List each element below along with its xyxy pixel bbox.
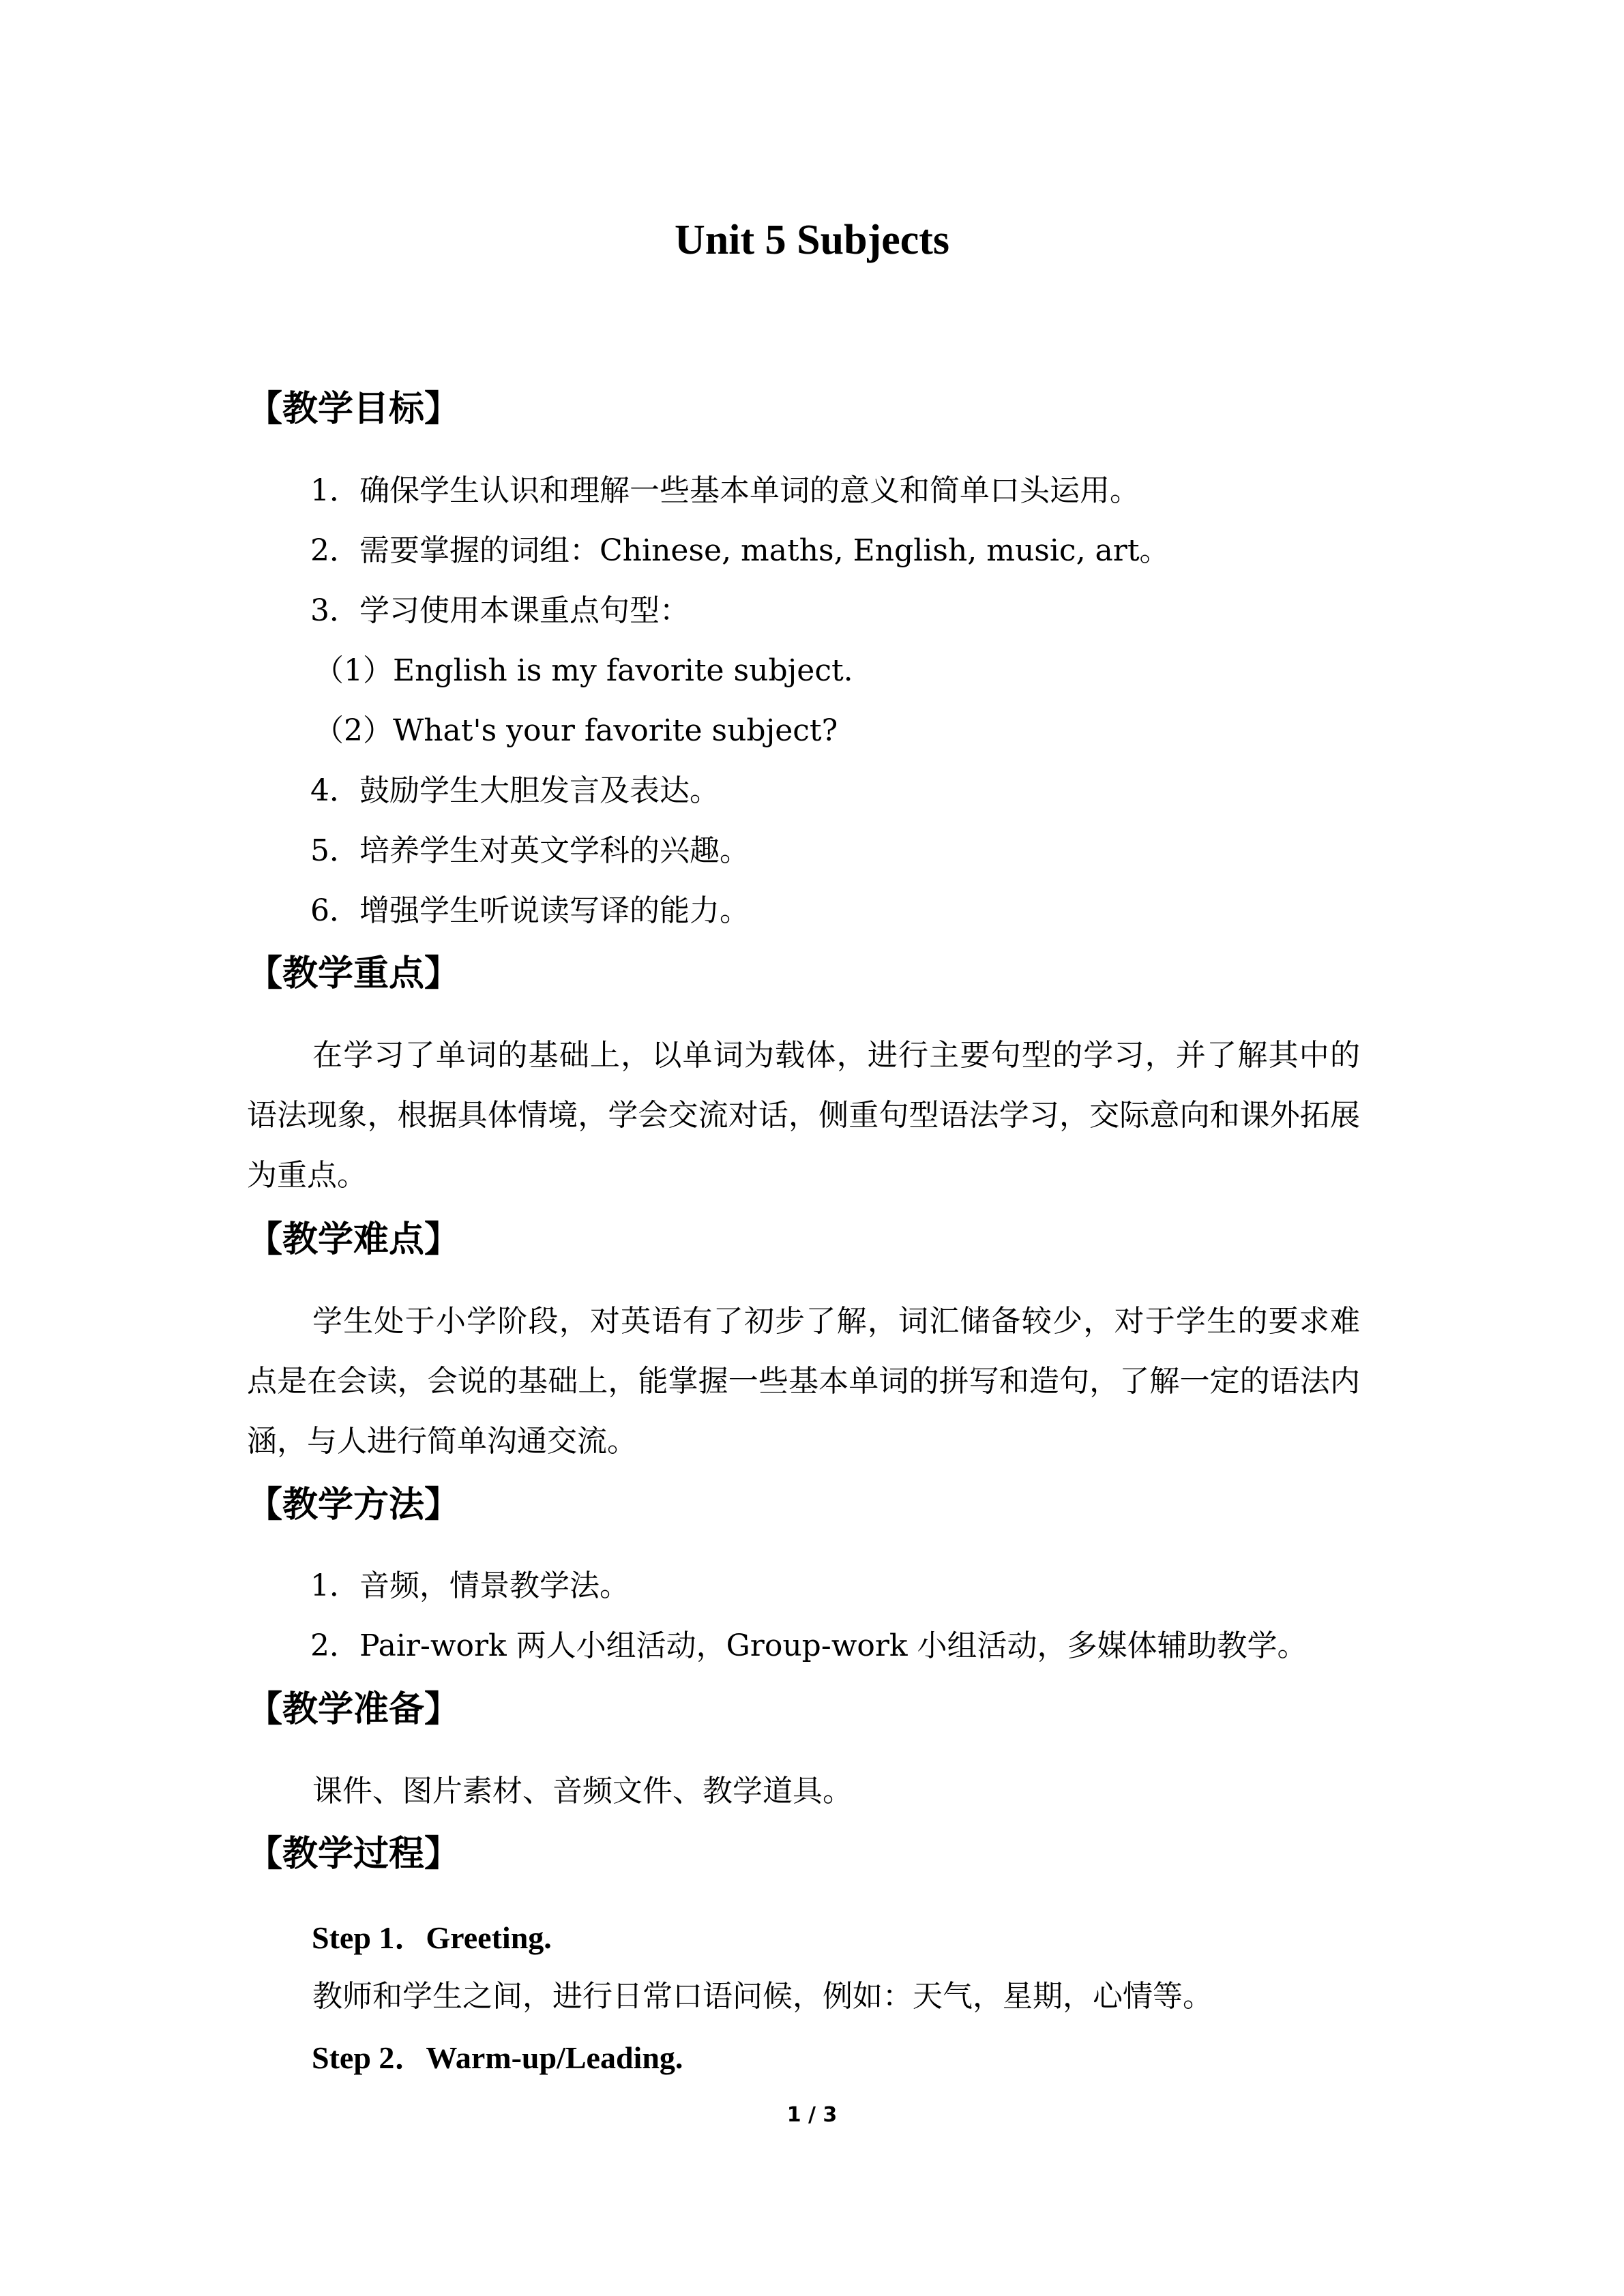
page-number: 1 / 3 (786, 2103, 838, 2127)
objective-item: 5．培养学生对英文学科的兴趣。 (310, 833, 750, 868)
section-heading-preparation: 【教学准备】 (247, 1689, 460, 1730)
preparation-text: 课件、图片素材、音频文件、教学道具。 (312, 1774, 853, 1808)
step-2-title: Step 2．Warm-up/Leading. (312, 2040, 683, 2075)
objective-item: 6．增强学生听说读写译的能力。 (310, 893, 750, 928)
objective-item: 3．学习使用本课重点句型： (310, 593, 690, 628)
objective-item: 4．鼓励学生大胆发言及表达。 (310, 773, 720, 808)
step-1-title: Step 1．Greeting. (312, 1920, 552, 1955)
section-heading-process: 【教学过程】 (247, 1834, 460, 1875)
method-item: 1．音频，情景教学法。 (310, 1568, 630, 1603)
key-points-paragraph: 在学习了单词的基础上，以单词为载体，进行主要句型的学习，并了解其中的语法现象，根据具体情境，学会交流对话，侧重句型语法学习，交际意向和课外拓展为重点。 (247, 1038, 1360, 1193)
objective-item: 1．确保学生认识和理解一些基本单词的意义和简单口头运用。 (310, 473, 1140, 508)
objective-sentence: （1）English is my favorite subject. (314, 653, 853, 688)
section-heading-methods: 【教学方法】 (247, 1485, 460, 1525)
section-heading-objectives: 【教学目标】 (247, 389, 460, 430)
section-heading-key-points: 【教学重点】 (247, 953, 460, 994)
objective-item: 2．需要掌握的词组：Chinese, maths, English, music, art。 (310, 533, 1170, 568)
objective-sentence: （2）What's your favorite subject? (314, 713, 838, 748)
method-item: 2．Pair-work 两人小组活动，Group-work 小组活动，多媒体辅助教学。 (310, 1628, 1308, 1663)
difficulties-paragraph: 学生处于小学阶段，对英语有了初步了解，词汇储备较少，对于学生的要求难点是在会读，会说的基础上，能掌握一些基本单词的拼写和造句，了解一定的语法内涵，与人进行简单沟通交流。 (247, 1304, 1360, 1459)
document-title: Unit 5 Subjects (674, 217, 950, 263)
section-heading-difficulties: 【教学难点】 (247, 1219, 460, 1260)
step-1-text: 教师和学生之间，进行日常口语问候，例如：天气，星期，心情等。 (312, 1979, 1213, 2014)
